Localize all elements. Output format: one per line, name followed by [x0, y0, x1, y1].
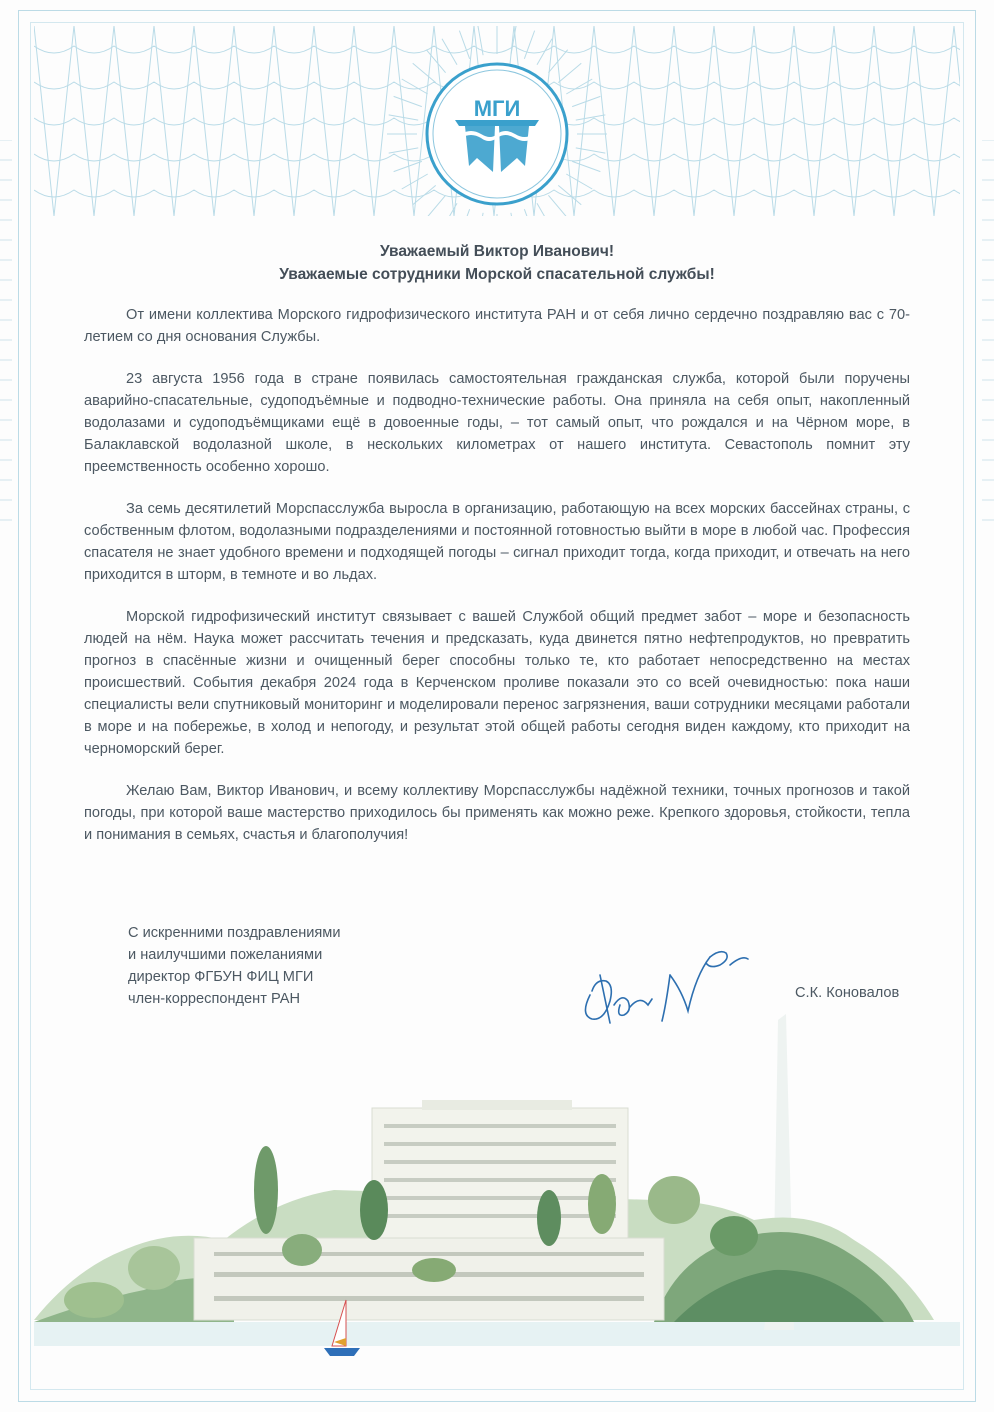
- right-edge-ornament: [982, 140, 994, 540]
- signer-name: С.К. Коновалов: [795, 985, 900, 1001]
- greeting-block: [0, 240, 994, 286]
- left-edge-ornament: [0, 140, 12, 540]
- letter-body: [84, 304, 910, 866]
- paragraph-3: За семь десятилетий Морспасслужба выросла в организацию, работающую на всех морских бассейнах страны, с собственным флотом, водолазными подразделениями и постоянной готовностью выйти в море в любой час. Профессия спасателя не знает удобного времени и подходящей погоды – сигнал приходит тогда, когда приходит, и отвечать на него приходится в шторм, в темноте и во льдах.: [84, 501, 910, 583]
- closing-line-3: директор ФГБУН ФИЦ МГИ: [128, 969, 314, 985]
- closing-line-1: С искренними поздравлениями: [128, 925, 341, 941]
- closing-line-4: член-корреспондент РАН: [128, 991, 301, 1007]
- greeting-line-1: Уважаемый Виктор Иванович!: [380, 243, 614, 260]
- closing-line-2: и наилучшими пожеланиями: [128, 947, 323, 963]
- paragraph-5: Желаю Вам, Виктор Иванович, и всему коллективу Морспасслужбы надёжной техники, точных прогнозов и такой погоды, при которой ваше мастерство приходилось бы применять как можно реже. Крепкого здоровья, стойкости, тепла и понимания в семьях, счастья и благополучия!: [84, 783, 910, 843]
- paragraph-2: 23 августа 1956 года в стране появилась самостоятельная гражданская служба, которой были поручены аварийно-спасательные, судоподъёмные и подводно-технические работы. Она приняла на себя опыт, накопленный водолазами и судоподъёмщиками ещё в довоенные годы, – тот самый опыт, что рождался и на Чёрном море, в Балаклавской водолазной школе, в нескольких километрах от нашего института. Севастополь помнит эту преемственность особенно хорошо.: [84, 371, 910, 475]
- logo-text: МГИ: [473, 96, 521, 121]
- institute-logo: [425, 62, 569, 206]
- paragraph-4: Морской гидрофизический институт связывает с вашей Службой общий предмет забот – море и безопасность людей на нём. Наука может рассчитать течения и предсказать, куда двинется пятно нефтепродуктов, но превратить прогноз в спасённые жизни и очищенный берег способны только те, кто работает непосредственно на местах происшествий. События декабря 2024 года в Керченском проливе показали это со всей очевидностью: пока наши специалисты вели спутниковый мониторинг и моделировали перенос загрязнения, ваши сотрудники месяцами работали в море и на побережье, в холод и непогоду, и результат этой общей работы сегодня виден каждому, кто приходит на черноморский берег.: [84, 609, 910, 757]
- paragraph-1: От имени коллектива Морского гидрофизического института РАН и от себя лично сердечно поздравляю вас с 70-летием со дня основания Службы.: [84, 307, 910, 345]
- greeting-line-2: Уважаемые сотрудники Морской спасательной службы!: [279, 266, 715, 283]
- closing-block: [128, 922, 448, 1010]
- institute-building-illustration: [34, 1000, 960, 1380]
